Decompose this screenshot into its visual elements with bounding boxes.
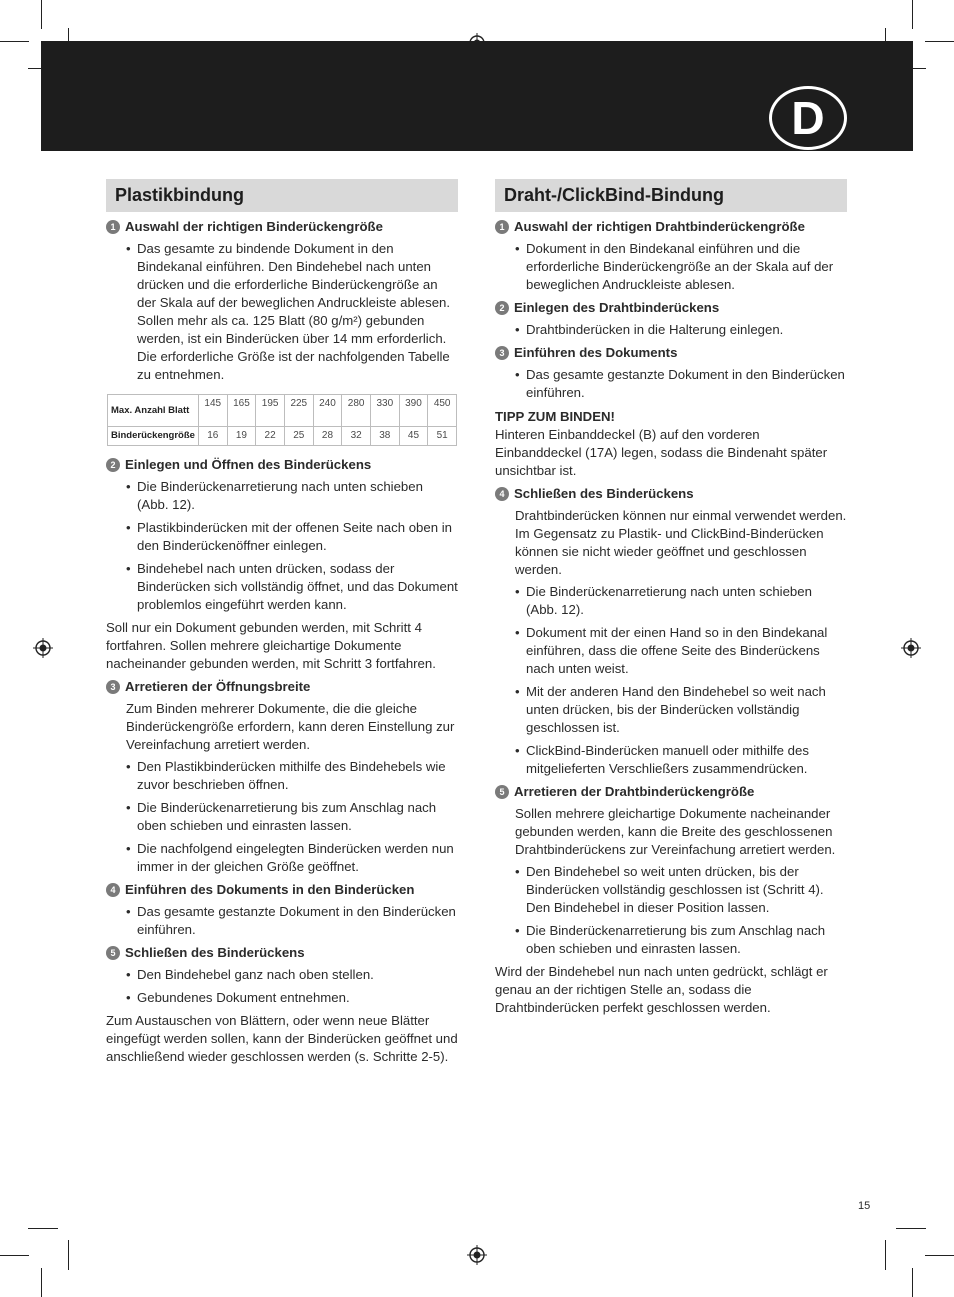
bullet-list <box>106 240 458 384</box>
crop-mark <box>41 1268 42 1297</box>
step-title: Arretieren der Drahtbinderückengröße <box>514 784 755 799</box>
left-column <box>106 179 458 1070</box>
step-title: Schließen des Binderückens <box>125 945 305 960</box>
crop-mark <box>0 1255 29 1256</box>
bullet-item: • Den Bindehebel so weit unten drücken, bis der Binderücken vollständig geschlossen ist (Schritt 4). Den Bindehebel in dieser Position lassen. <box>495 863 847 917</box>
table-cell: 390 <box>399 395 428 427</box>
step-number-icon: 5 <box>495 785 509 799</box>
step-title: Arretieren der Öffnungsbreite <box>125 679 311 694</box>
paragraph: Zum Austauschen von Blättern, oder wenn neue Blätter eingefügt werden sollen, kann der Binderücken geöffnet und anschließend wieder geschlossen werden (s. Schritte 2-5). <box>106 1013 458 1064</box>
table-row <box>108 395 457 427</box>
crop-mark <box>896 1228 926 1229</box>
bullet-list <box>495 583 847 778</box>
bullet-item: • Die Binderückenarretierung bis zum Anschlag nach oben schieben und einrasten lassen. <box>106 799 458 835</box>
bullet-item: • Die Binderückenarretierung nach unten schieben (Abb. 12). <box>495 583 847 619</box>
registration-mark-icon <box>467 1245 487 1265</box>
step-number-icon: 2 <box>106 458 120 472</box>
bullet-item: • Das gesamte zu bindende Dokument in den Bindekanal einführen. Den Bindehebel nach unten drücken und die erforderliche Binderückengröße an der Skala auf der beweglichen Andruckleiste ablesen. Sollen mehr als ca. 125 Blatt (80 g/m²) gebunden werden, ist ein Binderücken über 14 mm erforderlich. Die erforderliche Größe ist der nachfolgenden Tabelle zu entnehmen. <box>106 240 458 384</box>
step-number-icon: 1 <box>106 220 120 234</box>
table-cell: 22 <box>256 427 285 446</box>
bullet-item: • Das gesamte gestanzte Dokument in den Binderücken einführen. <box>495 366 847 402</box>
table-cell: 280 <box>342 395 371 427</box>
bullet-item: • Das gesamte gestanzte Dokument in den Binderücken einführen. <box>106 903 458 939</box>
crop-mark <box>0 41 29 42</box>
section-title-plastikbindung: Plastikbindung <box>106 179 458 212</box>
table-cell: 330 <box>370 395 399 427</box>
crop-mark <box>925 41 954 42</box>
step-heading <box>495 783 847 801</box>
crop-mark <box>912 1268 913 1297</box>
bullet-item: • Den Plastikbinderücken mithilfe des Bindehebels wie zuvor beschrieben öffnen. <box>106 758 458 794</box>
step-title: Auswahl der richtigen Drahtbinderückengröße <box>514 219 805 234</box>
table-cell: 145 <box>198 395 227 427</box>
step-intro: Sollen mehrere gleichartige Dokumente nacheinander gebunden werden, kann die Breite des geschlossenen Drahtbinderückens zur Vereinfachung arretiert werden. <box>515 806 836 857</box>
table-cell: 165 <box>227 395 256 427</box>
bullet-item: • Die Binderückenarretierung nach unten schieben (Abb. 12). <box>106 478 458 514</box>
bullet-list <box>495 863 847 958</box>
step-number-icon: 2 <box>495 301 509 315</box>
section-title-draht-clickbind: Draht-/ClickBind-Bindung <box>495 179 847 212</box>
step-heading <box>106 678 458 696</box>
step-intro: Drahtbinderücken können nur einmal verwendet werden. Im Gegensatz zu Plastik- und ClickBind-Binderücken können sie nicht wieder geöffnet und geschlossen werden. <box>515 508 847 577</box>
crop-mark <box>885 1240 886 1270</box>
bullet-list <box>495 321 847 339</box>
table-cell: 225 <box>284 395 313 427</box>
bullet-list <box>106 966 458 1007</box>
table-row-header: Binderückengröße <box>108 427 199 446</box>
tip-text: Hinteren Einbanddeckel (B) auf den vorderen Einbanddeckel (17A) legen, sodass die Bindenaht später unsichtbar ist. <box>495 427 828 478</box>
tip-title: TIPP ZUM BINDEN! <box>495 409 615 424</box>
step-title: Einlegen des Drahtbinderückens <box>514 300 720 315</box>
table-cell: 32 <box>342 427 371 446</box>
bullet-item: • Die Binderückenarretierung bis zum Anschlag nach oben schieben und einrasten lassen. <box>495 922 847 958</box>
step-number-icon: 5 <box>106 946 120 960</box>
bullet-item: • Gebundenes Dokument entnehmen. <box>106 989 458 1007</box>
step-heading <box>495 218 847 236</box>
step-title: Einführen des Dokuments in den Binderücken <box>125 882 415 897</box>
bullet-list <box>495 366 847 402</box>
registration-mark-icon <box>33 638 53 658</box>
step-number-icon: 4 <box>106 883 120 897</box>
step-title: Schließen des Binderückens <box>514 486 694 501</box>
table-cell: 45 <box>399 427 428 446</box>
bullet-item: • Drahtbinderücken in die Halterung einlegen. <box>495 321 847 339</box>
language-badge: D <box>769 86 847 150</box>
table-cell: 16 <box>198 427 227 446</box>
table-cell: 19 <box>227 427 256 446</box>
step-number-icon: 1 <box>495 220 509 234</box>
bullet-item: • Mit der anderen Hand den Bindehebel so weit nach unten drücken, bis der Binderücken vollständig geschlossen ist. <box>495 683 847 737</box>
step-title: Auswahl der richtigen Binderückengröße <box>125 219 383 234</box>
bullet-item: • Dokument mit der einen Hand so in den Bindekanal einführen, dass die offene Seite des Binderückens nach unten weist. <box>495 624 847 678</box>
step-heading <box>495 344 847 362</box>
step-heading <box>495 299 847 317</box>
crop-mark <box>925 1255 954 1256</box>
step-heading <box>106 881 458 899</box>
table-cell: 51 <box>428 427 457 446</box>
size-table <box>107 394 457 446</box>
bullet-list <box>106 903 458 939</box>
step-heading <box>106 456 458 474</box>
step-number-icon: 4 <box>495 487 509 501</box>
table-cell: 28 <box>313 427 342 446</box>
table-cell: 240 <box>313 395 342 427</box>
bullet-item: • Dokument in den Bindekanal einführen und die erforderliche Binderückengröße an der Skala auf der beweglichen Andruckleiste ablesen. <box>495 240 847 294</box>
table-row-header: Max. Anzahl Blatt <box>108 395 199 427</box>
paragraph: Wird der Bindehebel nun nach unten gedrückt, schlägt er genau an der richtigen Stelle an, sodass die Drahtbinderücken perfekt geschlossen werden. <box>495 964 828 1015</box>
bullet-item: • Die nachfolgend eingelegten Binderücken werden nun immer in der gleichen Größe geöffnet. <box>106 840 458 876</box>
crop-mark <box>28 1228 58 1229</box>
crop-mark <box>68 1240 69 1270</box>
step-number-icon: 3 <box>106 680 120 694</box>
step-heading <box>106 944 458 962</box>
table-cell: 450 <box>428 395 457 427</box>
registration-mark-icon <box>901 638 921 658</box>
step-number-icon: 3 <box>495 346 509 360</box>
bullet-item: • Plastikbinderücken mit der offenen Seite nach oben in den Binderückenöffner einlegen. <box>106 519 458 555</box>
page-number: 15 <box>858 1200 871 1212</box>
right-column <box>495 179 847 1021</box>
bullet-list <box>106 758 458 876</box>
bullet-list <box>495 240 847 294</box>
paragraph: Soll nur ein Dokument gebunden werden, mit Schritt 4 fortfahren. Sollen mehrere gleichartige Dokumente nacheinander gebunden werden, mit Schritt 3 fortfahren. <box>106 620 436 671</box>
table-cell: 38 <box>370 427 399 446</box>
bullet-item: • Den Bindehebel ganz nach oben stellen. <box>106 966 458 984</box>
table-cell: 195 <box>256 395 285 427</box>
step-intro: Zum Binden mehrerer Dokumente, die die gleiche Binderückengröße erfordern, kann deren Einstellung zur Vereinfachung arretiert werden. <box>126 701 455 752</box>
crop-mark <box>912 0 913 29</box>
bullet-item: • ClickBind-Binderücken manuell oder mithilfe des mitgelieferten Verschließers zusammendrücken. <box>495 742 847 778</box>
bullet-item: • Bindehebel nach unten drücken, sodass der Binderücken sich vollständig öffnet, und das Dokument problemlos eingeführt werden kann. <box>106 560 458 614</box>
step-heading <box>106 218 458 236</box>
step-heading <box>495 485 847 503</box>
table-cell: 25 <box>284 427 313 446</box>
table-row <box>108 427 457 446</box>
crop-mark <box>41 0 42 29</box>
bullet-list <box>106 478 458 614</box>
step-title: Einlegen und Öffnen des Binderückens <box>125 457 372 472</box>
step-title: Einführen des Dokuments <box>514 345 678 360</box>
